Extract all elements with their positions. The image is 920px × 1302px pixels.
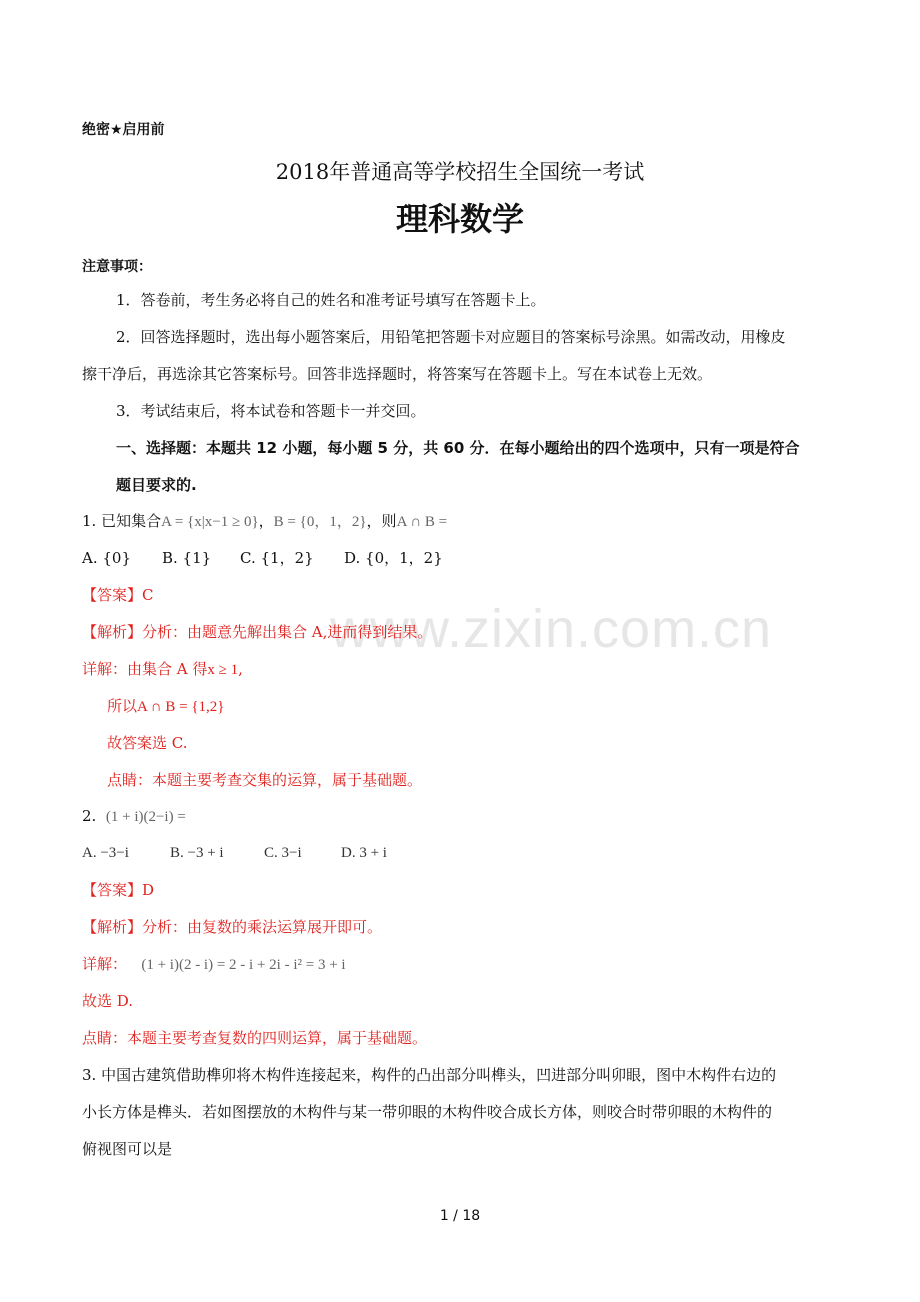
question-2-detail-prefix: 详解： xyxy=(82,955,128,973)
question-1-prefix: 1. 已知集合 xyxy=(82,512,162,530)
question-1-then: ，则 xyxy=(366,512,397,530)
page-number: 1 / 18 xyxy=(439,1208,481,1224)
question-2-options xyxy=(82,843,387,863)
question-2-prefix: 2. xyxy=(82,807,97,825)
notice-item-2-line-2: 擦干净后，再选涂其它答案标号。回答非选择题时，将答案写在答题卡上。写在本试卷上无效。 xyxy=(82,365,713,383)
question-1-stem xyxy=(82,511,447,532)
question-1-so xyxy=(107,696,224,717)
section-heading-line-1: 一、选择题：本题共 12 小题，每小题 5 分，共 60 分．在每小题给出的四个选项中，只有一项是符合 xyxy=(116,439,800,457)
question-2-expression: (1 + i)(2−i) = xyxy=(105,809,186,825)
question-1-options xyxy=(82,548,443,568)
confidential-label: 绝密★启用前 xyxy=(82,122,165,138)
question-2-option-b: B. −3 + i xyxy=(170,845,224,861)
notice-item-3: 3．考试结束后，将本试卷和答题卡一并交回。 xyxy=(116,402,426,420)
question-1-so-prefix: 所以 xyxy=(107,697,138,715)
question-2-analysis: 【解析】分析：由复数的乘法运算展开即可。 xyxy=(82,918,383,936)
question-1-choose: 故答案选 C. xyxy=(107,734,188,752)
notice-heading: 注意事项： xyxy=(82,259,152,275)
notice-item-1: 1．答卷前，考生务必将自己的姓名和准考证号填写在答题卡上。 xyxy=(116,291,546,309)
question-1-detail xyxy=(82,659,243,680)
question-1-so-math: A ∩ B = {1,2} xyxy=(137,699,225,715)
question-1-ask: A ∩ B = xyxy=(396,514,448,530)
subject-title: 理科数学 xyxy=(395,200,524,238)
question-1-set-b: B = {0，1，2} xyxy=(273,514,367,530)
question-1-answer: 【答案】C xyxy=(82,586,154,604)
question-2-option-a: A. −3−i xyxy=(82,845,129,861)
watermark: www.zixin.com.cn xyxy=(330,599,773,659)
question-1-comment: 点睛：本题主要考查交集的运算，属于基础题。 xyxy=(107,771,423,789)
exam-title: 2018年普通高等学校招生全国统一考试 xyxy=(275,160,645,184)
question-1-separator: ， xyxy=(258,512,274,530)
question-2-answer: 【答案】D xyxy=(82,881,155,899)
section-heading-line-2: 题目要求的. xyxy=(116,476,197,494)
question-3-line-1: 3. 中国古建筑借助榫卯将木构件连接起来，构件的凸出部分叫榫头，凹进部分叫卯眼，图中木构件右边的 xyxy=(82,1066,777,1084)
question-2-comment: 点睛：本题主要考查复数的四则运算，属于基础题。 xyxy=(82,1029,428,1047)
question-2-detail xyxy=(82,954,346,975)
question-2-stem xyxy=(82,806,186,827)
question-1-option-c: C. {1，2} xyxy=(240,549,314,567)
question-1-option-a: A. {0} xyxy=(82,549,131,567)
question-1-set-a: A = {x|x−1 ≥ 0} xyxy=(161,514,259,530)
question-1-detail-math: x ≥ 1 xyxy=(207,662,239,678)
question-2-detail-math: (1 + i)(2 - i) = 2 - i + 2i - i² = 3 + i xyxy=(141,957,346,973)
question-1-option-d: D. {0，1，2} xyxy=(344,549,443,567)
question-3-line-3: 俯视图可以是 xyxy=(82,1140,173,1158)
question-2-option-d: D. 3 + i xyxy=(341,845,387,861)
question-3-line-2: 小长方体是榫头．若如图摆放的木构件与某一带卯眼的木构件咬合成长方体，则咬合时带卯眼的木构件的 xyxy=(82,1103,773,1121)
question-1-detail-prefix: 详解：由集合 A 得 xyxy=(82,660,208,678)
notice-item-2-line-1: 2．回答选择题时，选出每小题答案后，用铅笔把答题卡对应题目的答案标号涂黑。如需改动，用橡皮 xyxy=(116,328,786,346)
question-1-option-b: B. {1} xyxy=(162,549,212,567)
question-2-choose: 故选 D. xyxy=(82,992,134,1010)
question-1-detail-suffix: , xyxy=(238,660,243,678)
question-1-analysis: 【解析】分析：由题意先解出集合 A,进而得到结果。 xyxy=(82,623,433,641)
question-2-option-c: C. 3−i xyxy=(264,845,302,861)
